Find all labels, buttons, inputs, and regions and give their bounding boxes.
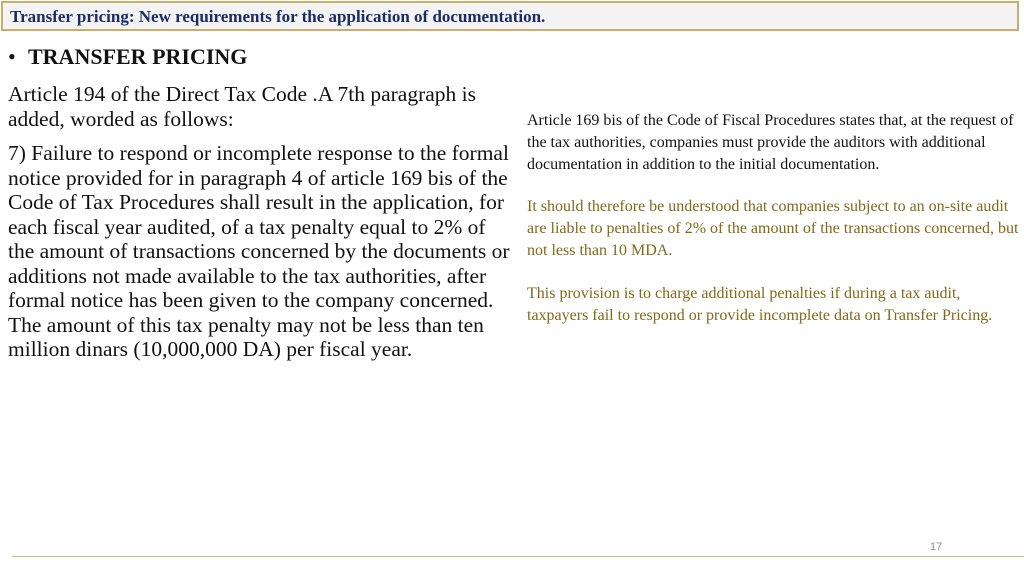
right-column bbox=[527, 110, 1024, 327]
bullet-marker: • bbox=[8, 44, 16, 69]
article-169-note: Article 169 bis of the Code of Fiscal Procedures states that, at the request of the tax authorities, companies must provide the auditors with additional documentation in addition to the initial documentation. bbox=[527, 112, 1014, 173]
article-194-paragraph-7: 7) Failure to respond or incomplete response to the formal notice provided for in paragraph 4 of article 169 bis of the Code of Tax Procedures shall result in the application, for each fiscal year audited, of a tax penalty equal to 2% of the amount of transactions concerned by the documents or additions not made available to the tax authorities, after formal notice has been given to the company concerned. The amount of this tax penalty may not be less than ten million dinars (10,000,000 DA) per fiscal year. bbox=[8, 141, 510, 361]
section-heading bbox=[8, 44, 247, 70]
penalty-explanation: It should therefore be understood that companies subject to an on-site audit are liable to penalties of 2% of the amount of the transactions concerned, but not less than 10 MDA. bbox=[527, 198, 1019, 259]
provision-explanation: This provision is to charge additional penalties if during a tax audit, taxpayers fail to respond or provide incomplete data on Transfer Pricing. bbox=[527, 285, 993, 324]
footer-divider bbox=[12, 556, 1024, 557]
left-column bbox=[8, 82, 513, 362]
page-number: 17 bbox=[930, 541, 943, 553]
article-194-intro: Article 194 of the Direct Tax Code .A 7th paragraph is added, worded as follows: bbox=[8, 82, 476, 131]
heading-text: TRANSFER PRICING bbox=[28, 44, 248, 69]
title-bar bbox=[1, 1, 1019, 31]
slide-title: Transfer pricing: New requirements for the application of documentation. bbox=[10, 7, 546, 26]
